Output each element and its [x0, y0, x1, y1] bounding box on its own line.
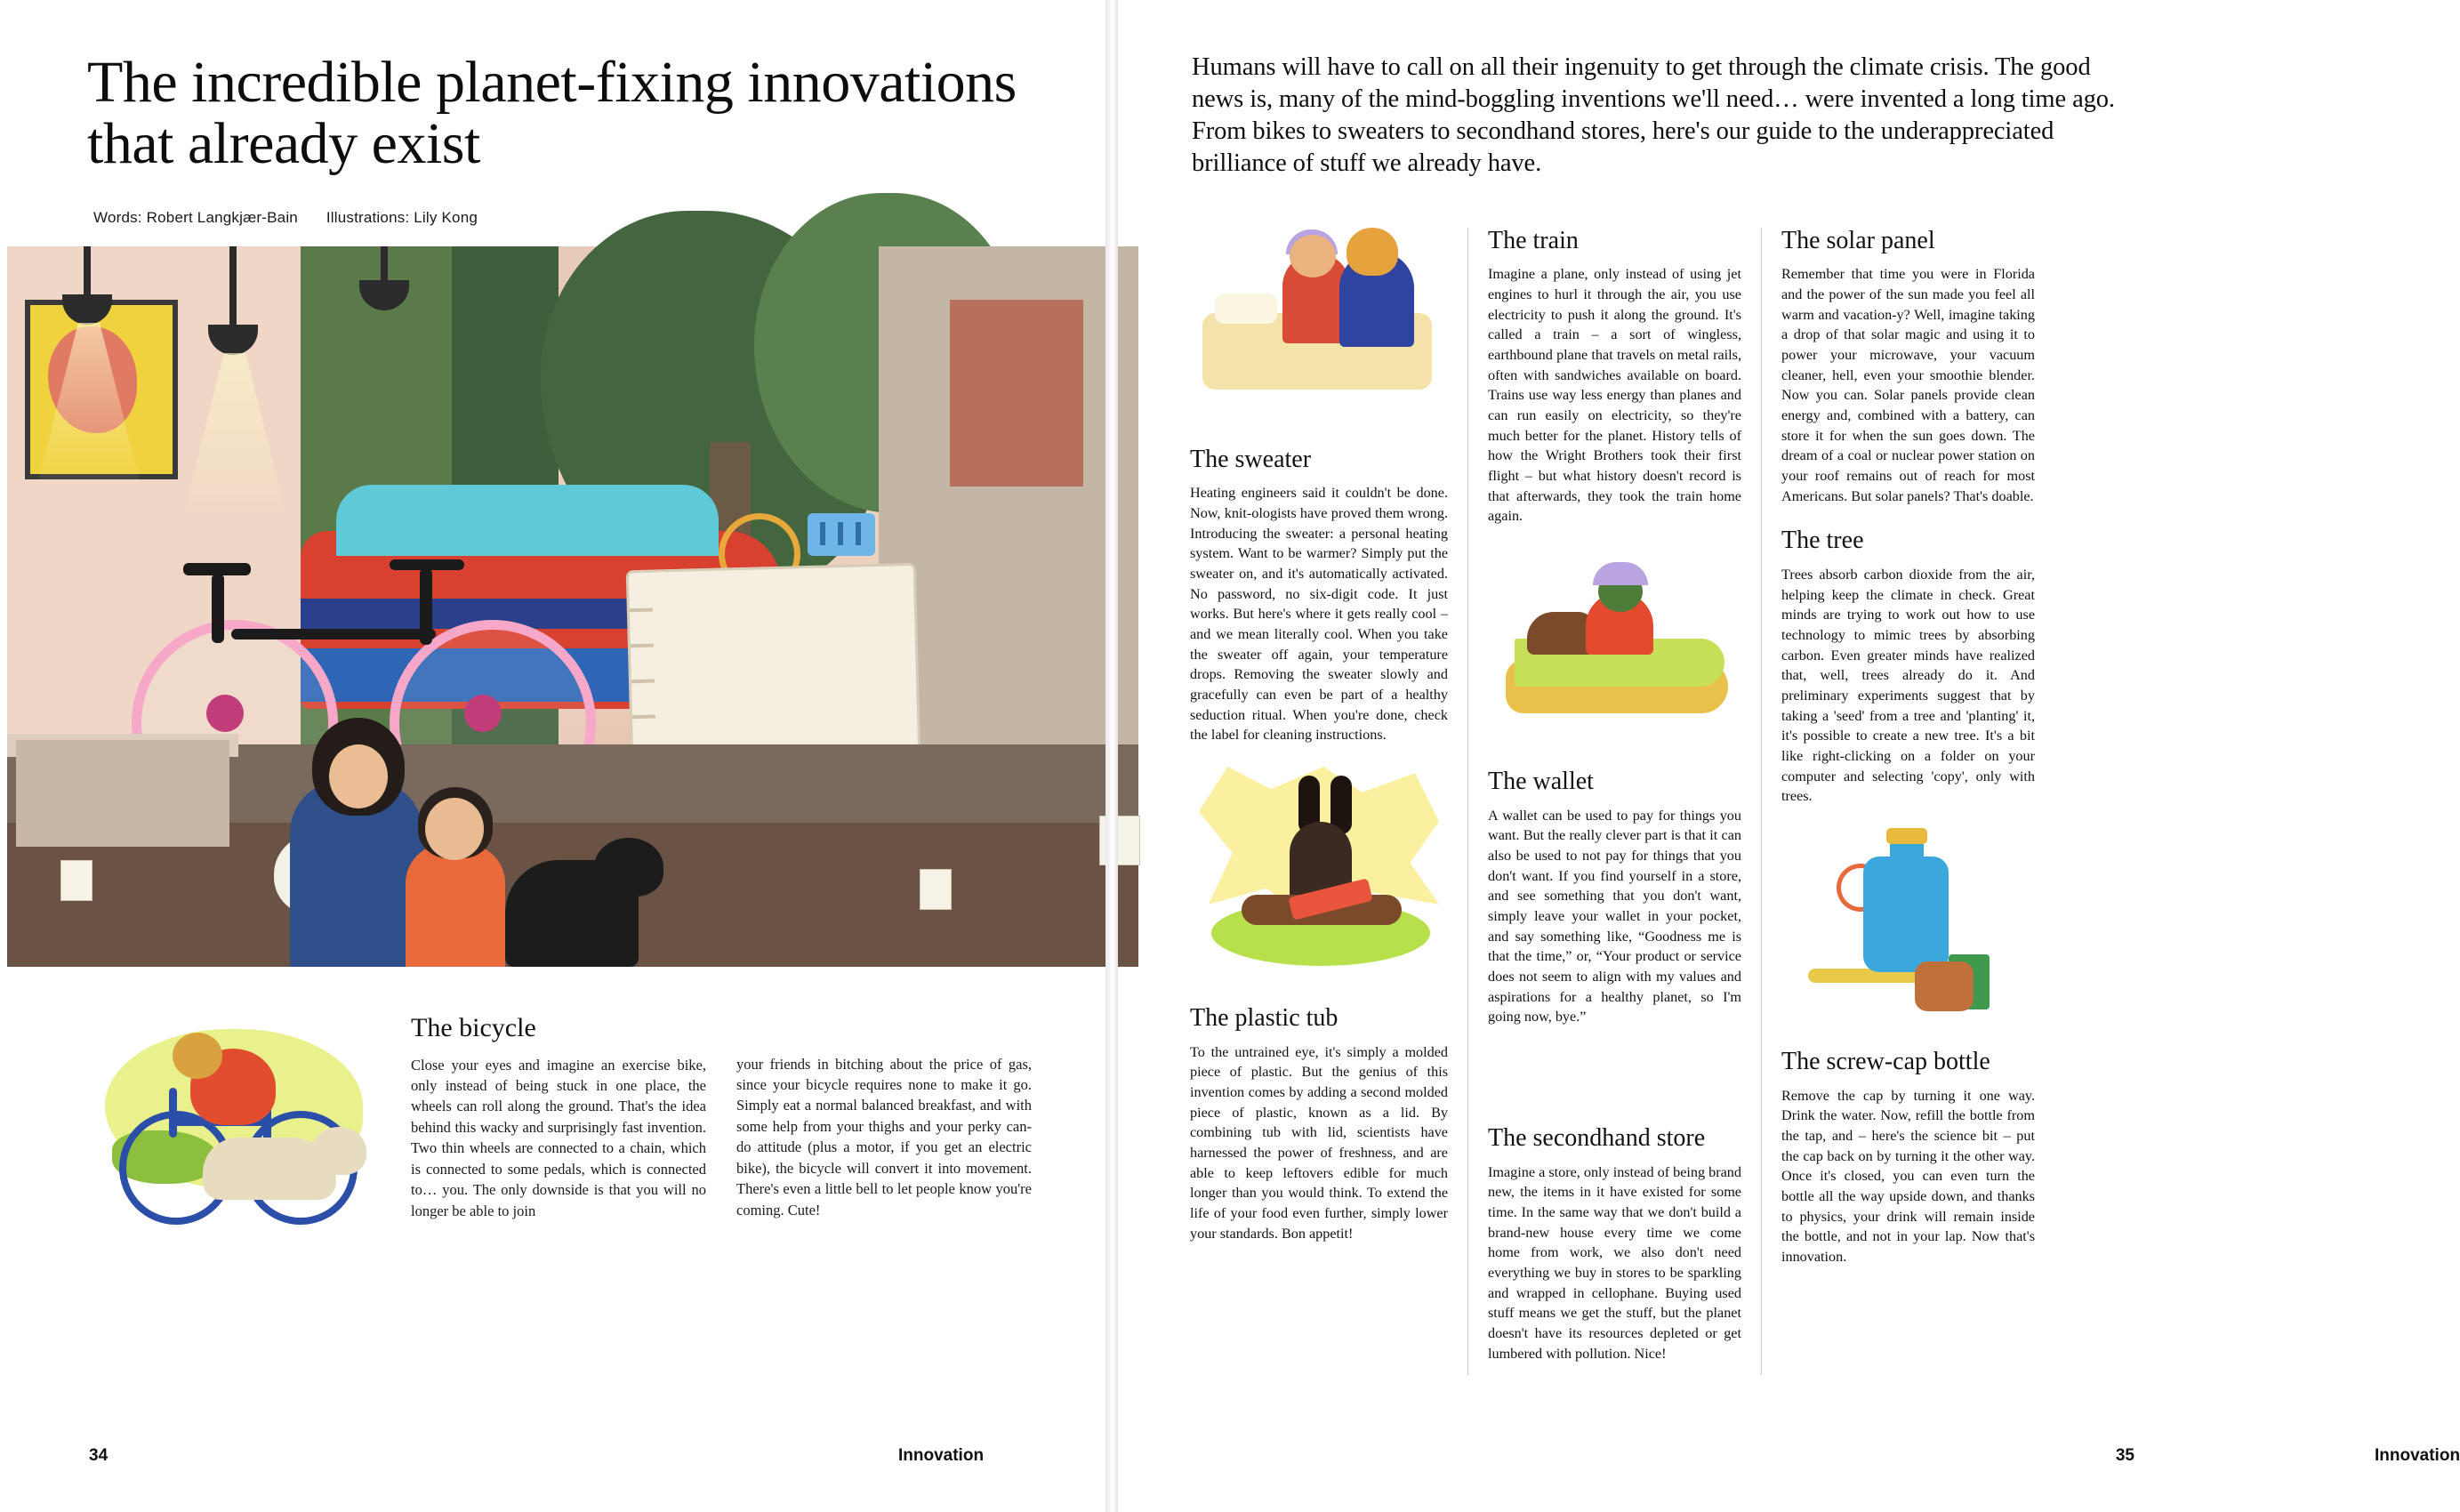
- hero-blue-box-line-2: [838, 522, 843, 545]
- column-2-spacer: [1488, 1049, 1741, 1125]
- right-page: [1112, 0, 2460, 1512]
- hero-posted-note: [920, 869, 952, 910]
- hero-bike-hub-front: [464, 695, 502, 732]
- bottle-hand: [1915, 961, 1974, 1011]
- bicycle-column-2: [736, 1013, 1032, 1255]
- bicycle-heading: The bicycle: [411, 1012, 536, 1042]
- bicycle-body-col-1: Close your eyes and imagine an exercise bike, only instead of being stuck in one place, the wheels can roll along the ground. That's the idea behind this wacky and surprisingly fast invention. Two thin wheels are connected to a chain, which is connected to some pedals, which is connected to… you. The only downside is that you will no longer be able to join: [411, 1056, 706, 1219]
- page-title: The incredible planet-fixing innovations that already exist: [87, 50, 1017, 177]
- hero-paper-tick: [631, 643, 654, 647]
- entry-screw-cap-bottle-body: Remove the cap by turning it one way. Drink the water. Now, refill the bottle from the tap, and – here's the science bit – put the cap back on by turning it the other way. Once it's closed, you can even turn the bottle all the way upside down, and thanks to physics, your drink will remain inside the bottle, and not in your lap. Now that's innovation.: [1781, 1087, 2035, 1266]
- hero-woman-face: [329, 744, 388, 808]
- entry-sweater-heading: The sweater: [1190, 445, 1312, 473]
- screw-cap-bottle-illustration: [1781, 828, 2035, 1033]
- entry-tree-heading: The tree: [1781, 527, 1864, 555]
- sofa-person-red-head: [1290, 235, 1336, 277]
- bicycle-column-1: [411, 1013, 706, 1255]
- left-page: [0, 0, 1112, 1512]
- entry-tree: [1781, 527, 2035, 807]
- article-columns: [1112, 228, 2223, 1375]
- hero-posted-note: [60, 860, 92, 901]
- page-gutter: [1105, 0, 1118, 1512]
- hero-paper-tick: [632, 714, 655, 719]
- hero-paper-tick: [631, 679, 655, 683]
- bicycle-seat-tube: [169, 1088, 177, 1138]
- entry-wallet: [1488, 768, 1741, 1027]
- hero-lamp-cord-3: [381, 246, 388, 282]
- hero-blue-box-line-1: [820, 522, 825, 545]
- entry-train-body: Imagine a plane, only instead of using jet engines to hurl it through the air, you use electricity to push it along the ground. It's called a train – a sort of wingless, earthbound plane that travels on metal rails, often with sandwiches available on board. Trains use way less energy than planes and can run easily on electricity, so they're much better for the planet. History tells of how the Wright Brothers took their first flight – but what history doesn't record is that afterwards, they took the train home again.: [1488, 266, 1741, 525]
- hero-illustration: [7, 246, 1138, 967]
- bottle-body: [1863, 857, 1949, 972]
- hero-planter: [16, 740, 229, 847]
- entry-sweater-body: Heating engineers said it couldn't be done. Now, knit-ologists have proved them wrong. Introducing the sweater: a personal heating system. Want to be warmer? Simply put the sweater on, and it's automatically activated. No password, no six-digit code. It just works. But here's where it gets really cool – and we mean literally cool. When you take the sweater off again, your temperature drops. Removing the sweater slowly and gracefully can even be part of a healthy seduction ritual. When you're done, check the label for cleaning instructions.: [1190, 485, 1448, 744]
- bicycle-text-block: [381, 1006, 1032, 1255]
- column-2: [1467, 228, 1761, 1375]
- entry-plastic-tub-body: To the untrained eye, it's simply a molded piece of plastic. But the genius of this invention comes by adding a second molded piece of plastic, known as a lid. By combining tub with lid, scientists have harnessed the power of freshness, and are able to keep leftovers edible for much longer than you would think. To extend the life of your food even further, simply lower your standards. Bon appetit!: [1190, 1043, 1448, 1242]
- folio-page-number-right: 35: [2115, 1446, 2134, 1465]
- entry-wallet-heading: The wallet: [1488, 768, 1594, 796]
- hero-bike-seat-post: [212, 574, 224, 643]
- standfirst: Humans will have to call on all their ingenuity to get through the climate crisis. The good news is, many of the mind-boggling inventions we'll need… were invented a long time ago. From bikes to sweaters to secondhand stores, here's our guide to the underappreciated brilliance of stuff we already have.: [1192, 53, 2115, 177]
- hero-bike-fork: [420, 568, 432, 645]
- entry-secondhand-store-heading: The secondhand store: [1488, 1124, 1706, 1153]
- hero-bike-hub-rear: [206, 695, 244, 732]
- canoe-person-hat: [1593, 562, 1648, 585]
- folio-section-left: Innovation: [898, 1446, 985, 1465]
- sweater-illustration: [1190, 235, 1448, 430]
- sofa-person-blue-head: [1347, 228, 1398, 276]
- column-3: [1761, 228, 2054, 1375]
- folio-section-right: Innovation: [2375, 1446, 2460, 1465]
- hero-lamp-cord-1: [84, 246, 91, 296]
- hero-dog-head: [594, 838, 663, 897]
- sofa-cushion: [1215, 294, 1277, 324]
- hero-paper-tick: [630, 607, 653, 612]
- entry-solar-panel-body: Remember that time you were in Florida and the power of the sun made you feel all warm and vacation-y? Well, imagine taking a drop of that solar magic and using it to power your microwave, your vacuum cleaner, hell, even your smoothie blender. Now you can. Solar panels provide clean energy and, combined with a battery, can store it for when the sun goes down. The dream of a coal or nuclear power station on your roof remains out of reach for most Americans. But solar panels? That's doable.: [1781, 266, 2035, 504]
- hero-bike-handlebar: [390, 559, 464, 570]
- entry-tree-body: Trees absorb carbon dioxide from the air, helping keep the climate in check. Great minds are trying to work out how to use technology to mimic trees by absorbing carbon. Even greater minds have realized that, well, trees already do it. And preliminary experiments suggest that by taking a 'seed' from a tree and 'planting' it, it's possible to create a new tree. It's a bit like right-clicking on a folder on your computer and selecting 'copy', only with trees.: [1781, 567, 2035, 805]
- hero-red-panel: [950, 300, 1083, 487]
- entry-solar-panel: [1781, 228, 2035, 507]
- bicycle-body-col-2: your friends in bitching about the price of gas, since your bicycle requires none to make it go. Simply eat a normal balanced breakfast, and with some help from your thighs and your perky can-do attitude (plus a motor, if you get an electric bike), the bicycle will convert it into movement. There's even a little bell to let people know you're coming. Cute!: [736, 1055, 1032, 1218]
- entry-plastic-tub: [1190, 1005, 1448, 1243]
- column-1: [1190, 228, 1467, 1375]
- entry-train: [1488, 228, 1741, 527]
- entry-screw-cap-bottle-heading: The screw-cap bottle: [1781, 1048, 1990, 1076]
- entry-solar-panel-heading: The solar panel: [1781, 226, 1935, 254]
- canoe-dog: [1527, 612, 1595, 655]
- hero-bike-top-tube: [231, 629, 436, 639]
- entry-sweater: [1190, 446, 1448, 745]
- hero-blue-box-line-3: [856, 522, 861, 545]
- hero-blue-box: [808, 513, 875, 556]
- bicycle-rider-head: [173, 1033, 222, 1079]
- hero-vehicle-window: [336, 485, 719, 556]
- folio-page-number-left: 34: [89, 1446, 109, 1465]
- train-illustration: [1488, 548, 1741, 752]
- entry-train-heading: The train: [1488, 226, 1579, 254]
- hero-child-body: [406, 844, 505, 967]
- bicycle-dog-head: [311, 1127, 366, 1175]
- credit-words: Words: Robert Langkjær-Bain: [93, 208, 298, 226]
- bicycle-article: [0, 1006, 1112, 1255]
- entry-secondhand-store: [1488, 1125, 1741, 1363]
- entry-plastic-tub-heading: The plastic tub: [1190, 1004, 1339, 1033]
- entry-secondhand-store-body: Imagine a store, only instead of being brand new, the items in it have existed for some time. In the same way that we don't build a brand-new house every time we come home from work, we also don't need everything we buy in stores to be sparkling and wrapped in cellophane. Buying used stuff means we get the stuff, but the planet doesn't have its resources depleted or get lumbered with pollution. Nice!: [1488, 1163, 1741, 1362]
- bottle-cap: [1886, 828, 1927, 844]
- wallet-illustration: [1190, 767, 1448, 989]
- bicycle-illustration: [87, 1006, 381, 1255]
- credit-illustrations: Illustrations: Lily Kong: [326, 208, 478, 226]
- entry-wallet-body: A wallet can be used to pay for things you want. But the really clever part is that it can also be used to not pay for things that you don't want. If you find yourself in a store, and see something that you don't want, simply leave your wallet in your pocket, and say something like, “Goodness me is that the time,” or, “Your product or service does not seem to align with my values and aspirations for a healthy planet, so I'm going now, bye.”: [1488, 807, 1741, 1025]
- hero-child-face: [425, 798, 484, 860]
- entry-screw-cap-bottle: [1781, 1049, 2035, 1267]
- hero-lamp-cord-2: [229, 246, 237, 326]
- hero-bike-saddle: [183, 563, 251, 575]
